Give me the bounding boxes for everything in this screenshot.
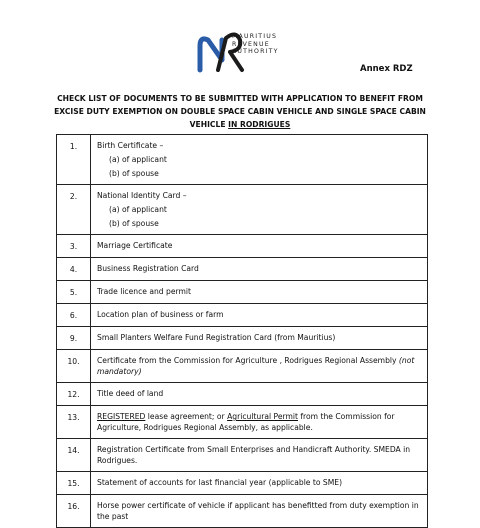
item-number: 6. — [57, 304, 91, 327]
item-text-cell — [91, 185, 428, 235]
item-text: Horse power certificate of vehicle if applicant has benefitted from duty exemption in the past — [91, 495, 428, 528]
item-text: Marriage Certificate — [91, 235, 428, 258]
item-text: Small Planters Welfare Fund Registration Card (from Mauritius) — [91, 327, 428, 350]
table-row — [57, 258, 428, 281]
item-underlined-text: Agricultural Permit — [227, 412, 298, 421]
item-text: from the Commission for Agriculture, Rodrigues Regional Assembly, as applicable. — [97, 412, 395, 432]
item-number: 2. — [57, 185, 91, 235]
item-text: Registration Certificate from Small Enterprises and Handicraft Authority. SMEDA in Rodrigues. — [91, 439, 428, 472]
item-number: 3. — [57, 235, 91, 258]
item-text: National Identity Card – — [97, 191, 187, 200]
item-number: 15. — [57, 472, 91, 495]
item-text: Business Registration Card — [91, 258, 428, 281]
table-row — [57, 281, 428, 304]
logo-line-1: MAURITIUS — [232, 33, 278, 40]
title-line-3-prefix: VEHICLE — [189, 120, 229, 129]
item-text: Title deed of land — [91, 383, 428, 406]
logo-line-2: REVENUE — [232, 40, 270, 48]
item-text: Trade licence and permit — [91, 281, 428, 304]
item-number: 13. — [57, 406, 91, 439]
logo-line-3: AUTHORITY — [232, 48, 279, 56]
item-number: 4. — [57, 258, 91, 281]
logo-text — [232, 33, 279, 56]
item-number: 12. — [57, 383, 91, 406]
title-line-3-underlined: IN RODRIGUES — [228, 120, 291, 129]
sub-item: (b) of spouse — [109, 169, 159, 178]
table-row — [57, 135, 428, 185]
sub-item: (b) of spouse — [109, 219, 159, 228]
item-underlined-text: REGISTERED — [97, 412, 146, 421]
item-text-cell — [91, 406, 428, 439]
item-text: Statement of accounts for last financial year (applicable to SME) — [91, 472, 428, 495]
checklist-table — [56, 134, 428, 528]
item-text: lease agreement; or — [145, 412, 228, 421]
table-row — [57, 406, 428, 439]
item-text: Certificate from the Commission for Agriculture , Rodrigues Regional Assembly — [97, 356, 399, 365]
item-number: 1. — [57, 135, 91, 185]
table-row — [57, 439, 428, 472]
item-number: 5. — [57, 281, 91, 304]
title-line-2: EXCISE DUTY EXEMPTION ON DOUBLE SPACE CABIN VEHICLE AND SINGLE SPACE CABIN — [54, 107, 426, 116]
table-row — [57, 327, 428, 350]
item-number: 16. — [57, 495, 91, 528]
document-title — [40, 92, 440, 131]
item-text: Birth Certificate – — [97, 141, 164, 150]
item-italic-note: (not mandatory) — [97, 356, 415, 376]
table-row — [57, 304, 428, 327]
sub-item: (a) of applicant — [109, 155, 167, 164]
item-number: 9. — [57, 327, 91, 350]
item-text: Location plan of business or farm — [91, 304, 428, 327]
table-row — [57, 383, 428, 406]
table-row — [57, 185, 428, 235]
table-row — [57, 350, 428, 383]
annex-label: Annex RDZ — [360, 64, 413, 74]
item-text-cell — [91, 135, 428, 185]
item-text-cell — [91, 350, 428, 383]
title-line-3 — [40, 118, 440, 131]
item-number: 10. — [57, 350, 91, 383]
sub-item: (a) of applicant — [109, 205, 167, 214]
table-row — [57, 235, 428, 258]
table-row — [57, 472, 428, 495]
item-number: 14. — [57, 439, 91, 472]
title-line-1: CHECK LIST OF DOCUMENTS TO BE SUBMITTED WITH APPLICATION TO BENEFIT FROM — [57, 94, 423, 103]
table-row — [57, 495, 428, 528]
